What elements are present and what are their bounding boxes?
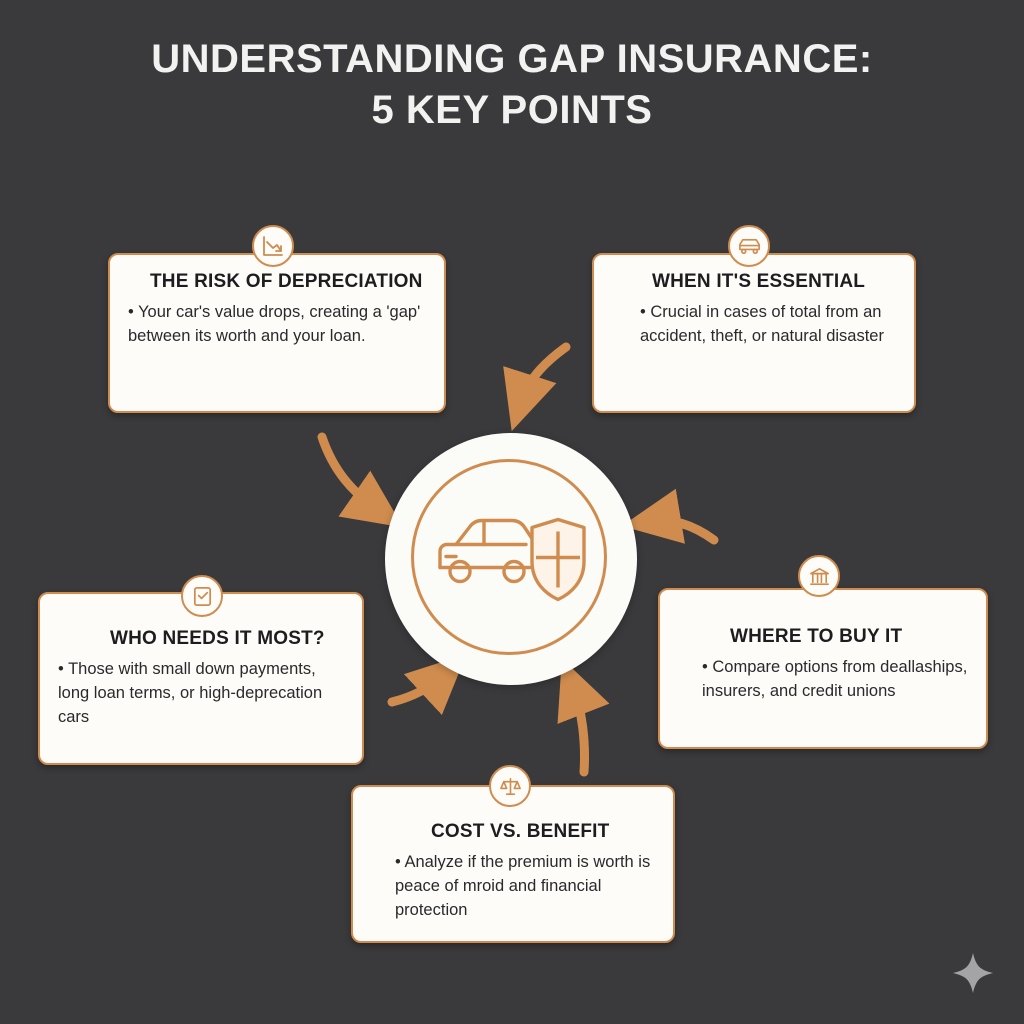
card-who-needs-it[interactable] <box>38 592 364 765</box>
title-line-2: 5 KEY POINTS <box>371 88 653 132</box>
sparkle-icon <box>950 950 996 996</box>
card-heading: THE RISK OF DEPRECIATION <box>150 271 423 292</box>
card-body: • Analyze if the premium is worth is peace of mroid and financial protection <box>395 853 651 919</box>
card-essential[interactable] <box>592 253 916 413</box>
title-line-1: UNDERSTANDING GAP INSURANCE: <box>151 37 873 81</box>
page-title <box>0 34 1024 136</box>
chart-decline-icon <box>252 225 294 267</box>
card-body: • Your car's value drops, creating a 'gap' between its worth and your loan. <box>128 303 421 345</box>
arrow-depreciation-to-hub <box>322 437 378 510</box>
card-body: • Compare options from deallaships, insurers, and credit unions <box>702 658 968 700</box>
card-body: • Crucial in cases of total from an accident, theft, or natural disaster <box>640 303 884 345</box>
arrow-cost-to-hub <box>573 687 585 772</box>
card-where-to-buy[interactable] <box>658 588 988 749</box>
scales-icon <box>489 765 531 807</box>
card-heading: WHEN IT'S ESSENTIAL <box>652 271 866 292</box>
card-heading: WHERE TO BUY IT <box>730 626 903 647</box>
arrow-essential-to-hub <box>521 347 566 402</box>
card-heading: COST VS. BENEFIT <box>431 821 610 842</box>
card-body: • Those with small down payments, long loan terms, or high-deprecation cars <box>58 660 323 726</box>
card-heading: WHO NEEDS IT MOST? <box>110 628 325 649</box>
center-hub <box>385 433 637 685</box>
arrow-who-to-hub <box>392 675 444 702</box>
car-front-icon <box>728 225 770 267</box>
card-cost-vs-benefit[interactable] <box>351 785 675 943</box>
bank-icon <box>798 555 840 597</box>
card-depreciation[interactable] <box>108 253 446 413</box>
checklist-icon <box>181 575 223 617</box>
arrow-where-to-hub <box>652 520 714 540</box>
car-shield-icon <box>426 502 596 617</box>
